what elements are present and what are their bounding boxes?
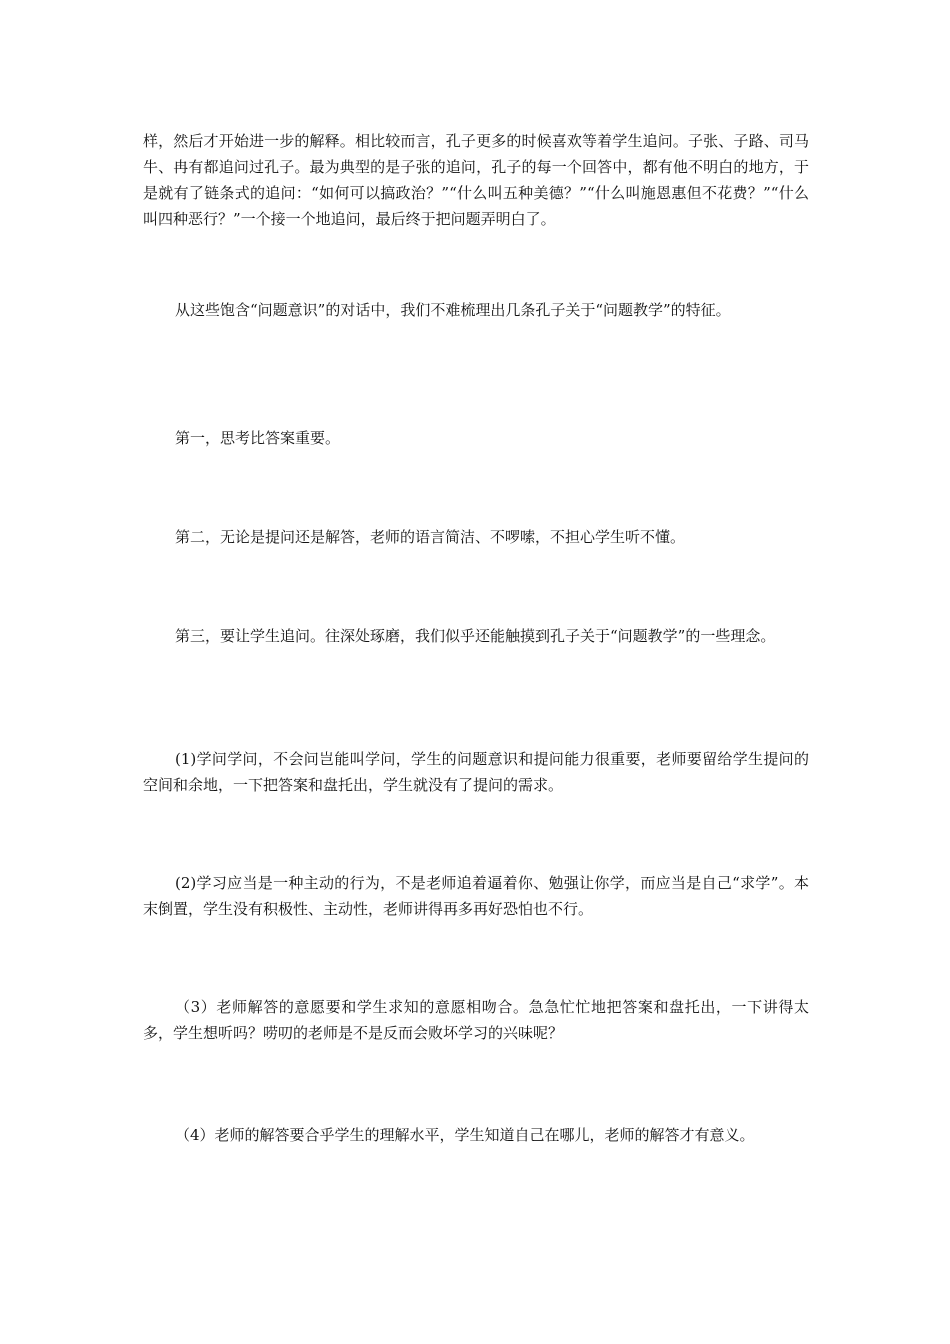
paragraph-point-3: 第三，要让学生追问。往深处琢磨，我们似乎还能触摸到孔子关于“问题教学”的一些理念。	[175, 627, 776, 645]
paragraph-point-2: 第二，无论是提问还是解答，老师的语言简洁、不啰嗦，不担心学生听不懂。	[175, 528, 686, 546]
paragraph-point-1: 第一，思考比答案重要。	[175, 429, 341, 447]
paragraph-sub-2: (2)学习应当是一种主动的行为，不是老师追着逼着你、勉强让你学，而应当是自己“求学”。本末倒置，学生没有积极性、主动性，老师讲得再多再好恐怕也不行。	[143, 874, 809, 918]
paragraph-intro: 从这些饱含“问题意识”的对话中，我们不难梳理出几条孔子关于“问题教学”的特征。	[175, 301, 731, 319]
paragraph-sub-3: （3）老师解答的意愿要和学生求知的意愿相吻合。急急忙忙地把答案和盘托出，一下讲得太多，学生想听吗？唠叨的老师是不是反而会败坏学习的兴味呢？	[143, 998, 809, 1042]
paragraph-sub-4: （4）老师的解答要合乎学生的理解水平，学生知道自己在哪儿，老师的解答才有意义。	[175, 1126, 755, 1144]
paragraph-continued: 样，然后才开始进一步的解释。相比较而言，孔子更多的时候喜欢等着学生追问。子张、子路、司马牛、冉有都追问过孔子。最为典型的是子张的追问，孔子的每一个回答中，都有他不明白的地方，于是就有了链条式的追问：“如何可以搞政治？”“什么叫五种美德？”“什么叫施恩惠但不花费？”“什么叫四种恶行？”一个接一个地追问，最后终于把问题弄明白了。	[143, 132, 809, 228]
paragraph-sub-1: (1)学问学问，不会问岂能叫学问，学生的问题意识和提问能力很重要，老师要留给学生提问的空间和余地，一下把答案和盘托出，学生就没有了提问的需求。	[143, 750, 809, 794]
